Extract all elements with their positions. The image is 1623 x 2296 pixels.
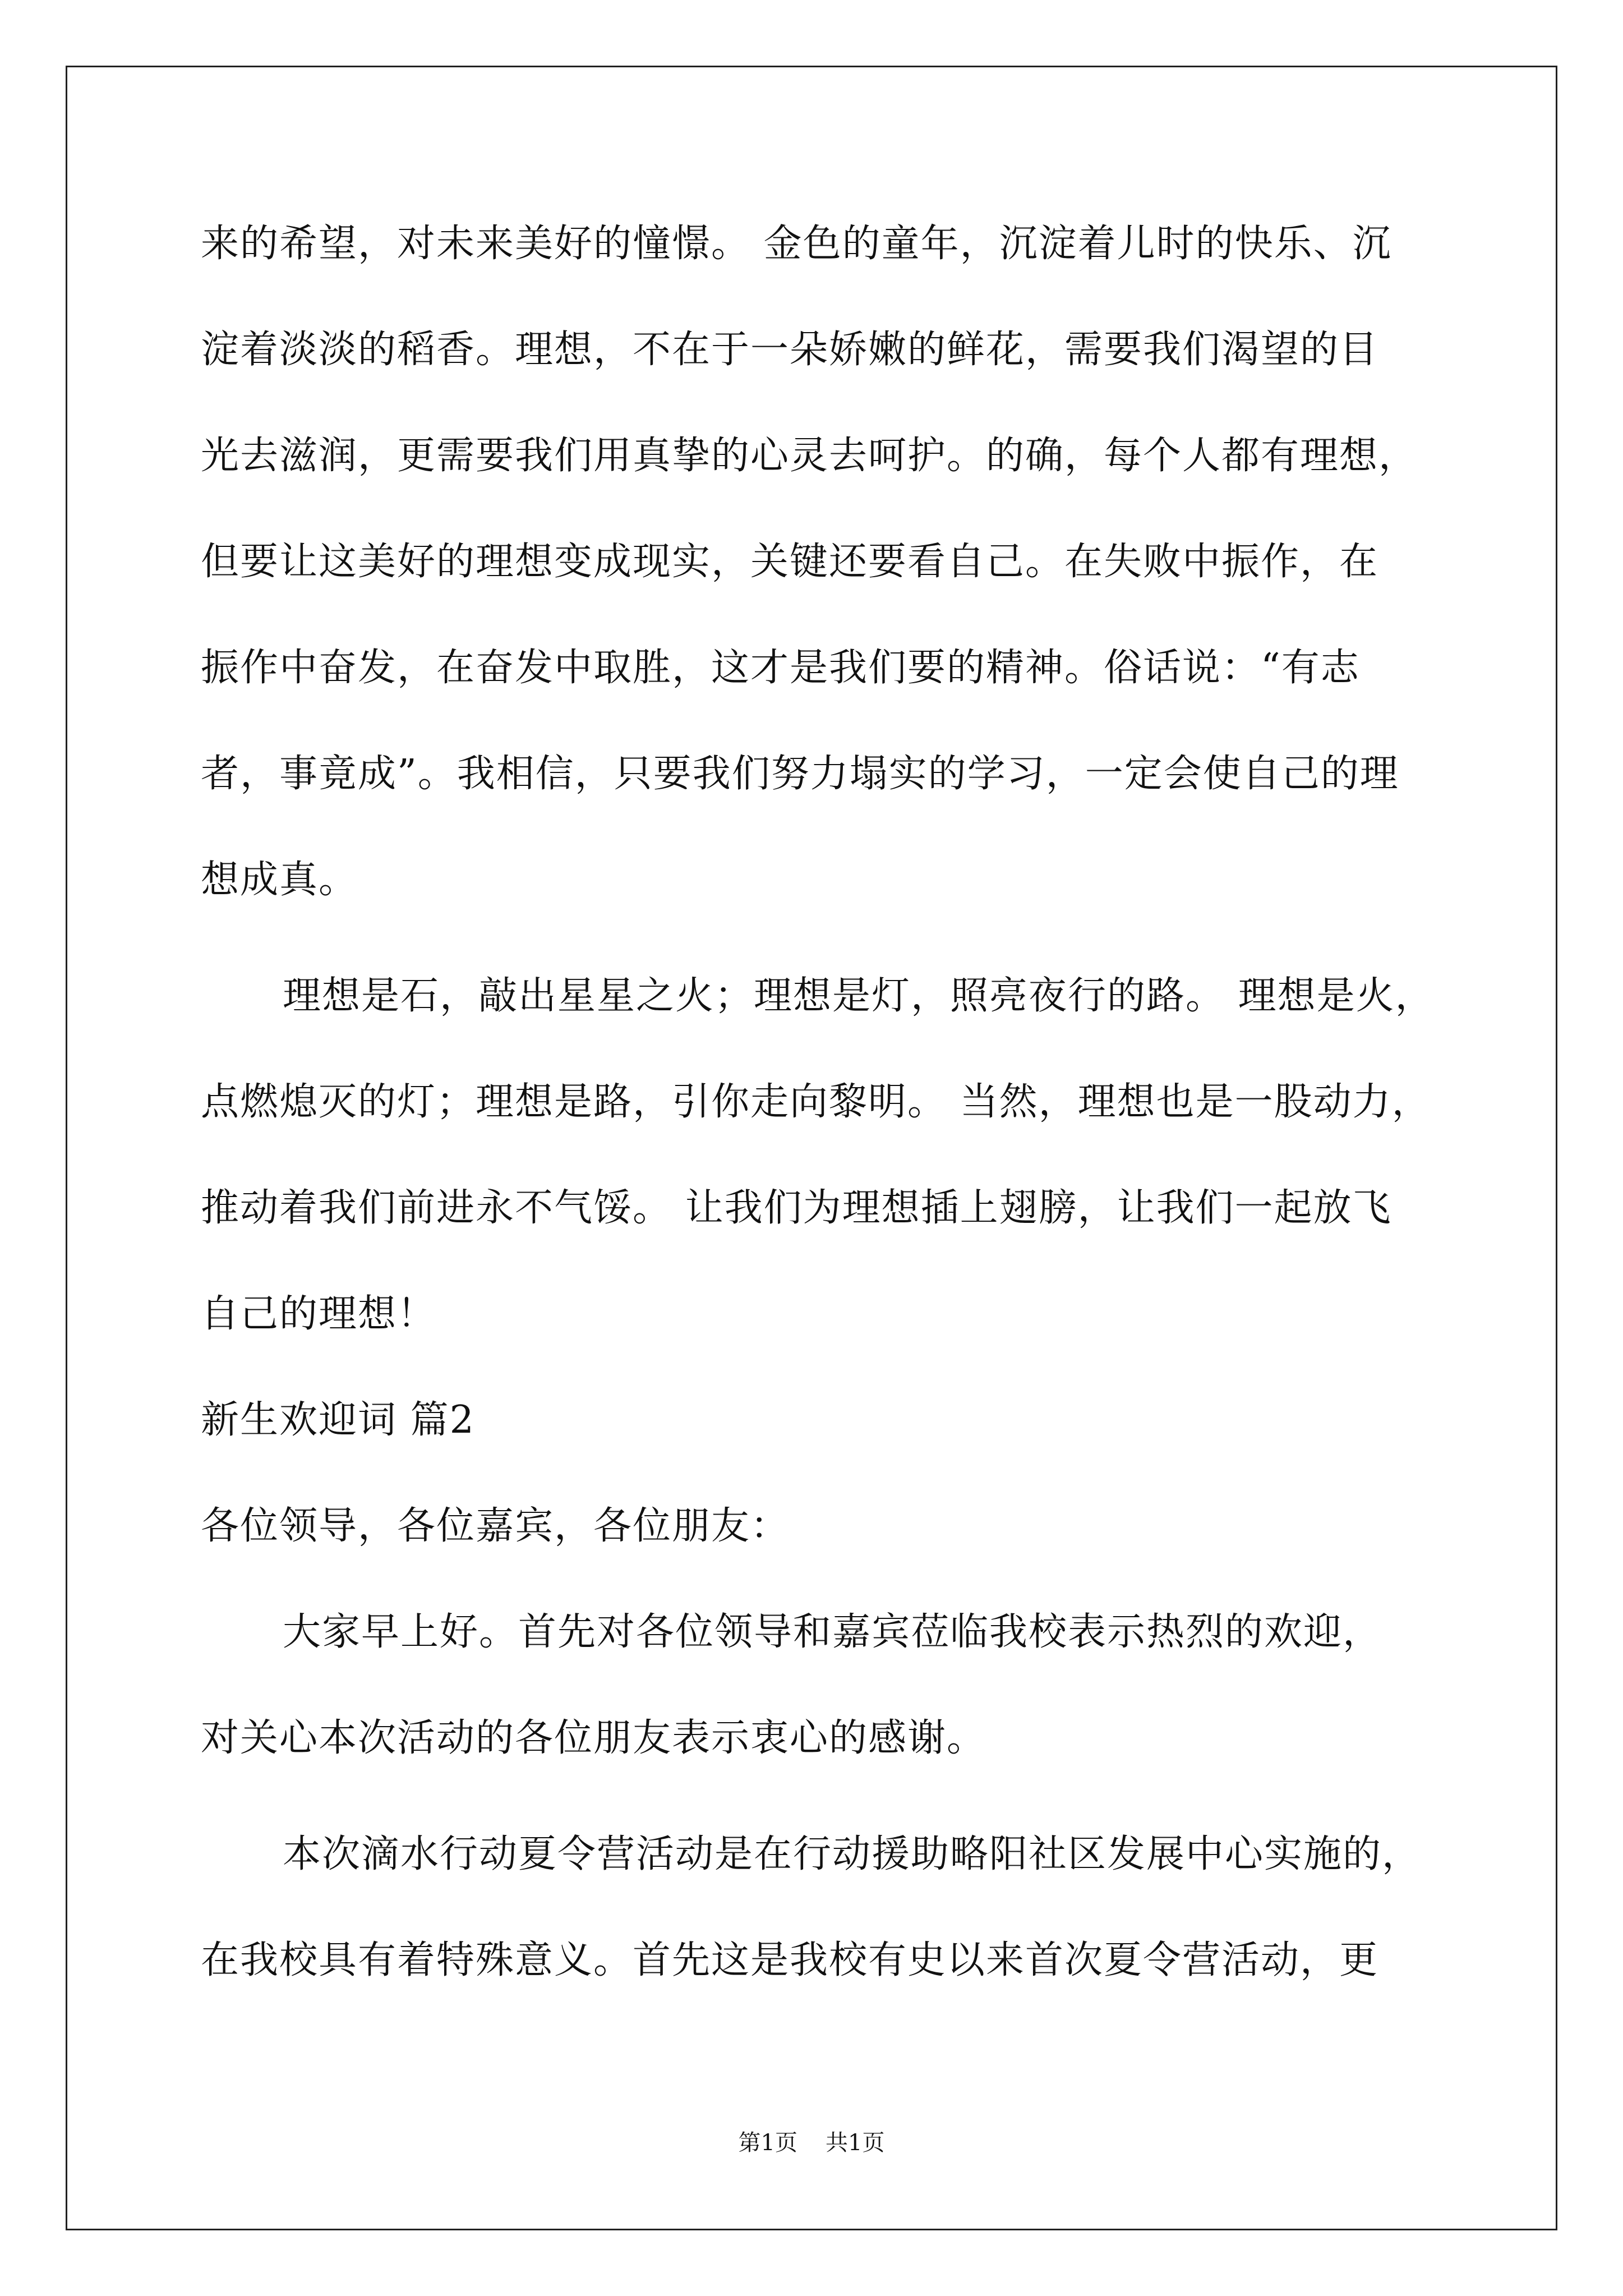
body-line-1: 来的希望，对未来美好的憧憬。 金色的童年，沉淀着儿时的快乐、沉	[201, 222, 1392, 266]
section-heading: 新生欢迎词 篇2	[201, 1398, 475, 1442]
body-line-15: 对关心本次活动的各位朋友表示衷心的感谢。	[201, 1716, 986, 1760]
body-line-11: 自己的理想！	[201, 1292, 437, 1336]
body-line-2: 淀着淡淡的稻香。理想，不在于一朵娇嫩的鲜花，需要我们渴望的目	[201, 328, 1379, 372]
body-line-14: 大家早上好。首先对各位领导和嘉宾莅临我校表示热烈的欢迎，	[283, 1610, 1382, 1654]
body-line-9: 点燃熄灭的灯；理想是路，引你走向黎明。 当然，理想也是一股动力，	[201, 1080, 1431, 1124]
salutation: 各位领导，各位嘉宾，各位朋友：	[201, 1504, 790, 1548]
body-line-17: 在我校具有着特殊意义。首先这是我校有史以来首次夏令营活动，更	[201, 1938, 1379, 1982]
body-line-4: 但要让这美好的理想变成现实，关键还要看自己。在失败中振作，在	[201, 540, 1379, 584]
body-line-7: 想成真。	[201, 858, 358, 902]
page-border	[66, 66, 1557, 2230]
body-line-5: 振作中奋发，在奋发中取胜，这才是我们要的精神。俗话说：“有志	[201, 646, 1360, 690]
body-line-8: 理想是石，敲出星星之火；理想是灯，照亮夜行的路。 理想是火，	[283, 974, 1435, 1018]
page-number-current: 第1页	[738, 2130, 797, 2156]
page-number-total: 共1页	[826, 2130, 885, 2156]
body-line-3: 光去滋润，更需要我们用真挚的心灵去呵护。的确，每个人都有理想，	[201, 434, 1418, 478]
body-line-10: 推动着我们前进永不气馁。 让我们为理想插上翅膀，让我们一起放飞	[201, 1186, 1392, 1230]
page-footer	[0, 2129, 1623, 2157]
body-line-16: 本次滴水行动夏令营活动是在行动援助略阳社区发展中心实施的，	[283, 1832, 1422, 1876]
body-line-6: 者，事竟成”。我相信，只要我们努力塌实的学习，一定会使自己的理	[201, 752, 1399, 796]
